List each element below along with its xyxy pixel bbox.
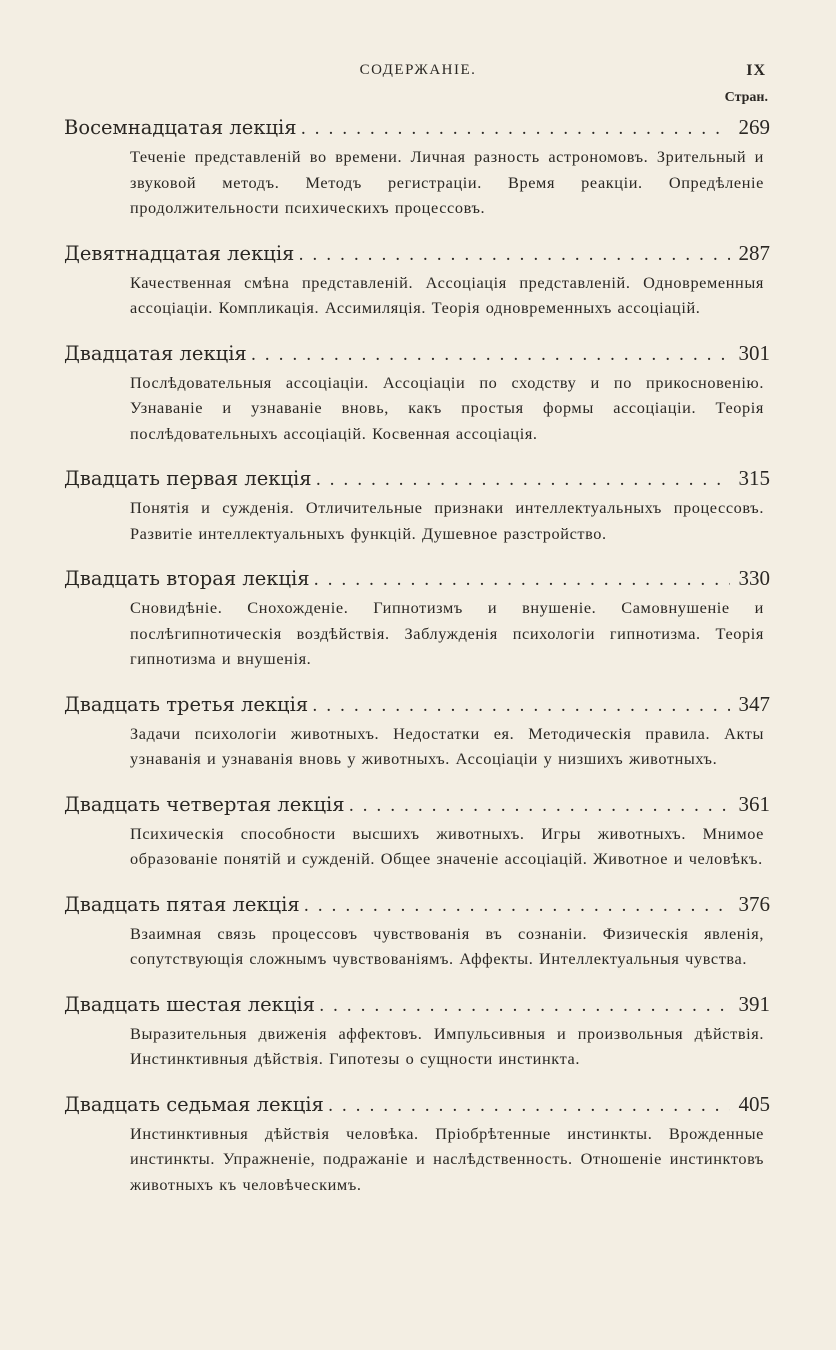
page-number: IX — [746, 62, 766, 79]
lecture-title: Двадцать четвертая лекція — [64, 792, 345, 816]
toc-entry-heading — [64, 238, 770, 270]
lecture-page-number: 376 — [738, 891, 770, 916]
toc-entry-heading — [64, 338, 770, 370]
toc-entry-heading — [64, 112, 770, 144]
toc-entry-heading — [64, 689, 770, 721]
lecture-title: Двадцать пятая лекція — [64, 892, 300, 916]
lecture-page-number: 347 — [738, 691, 770, 716]
lecture-summary: Теченіе представленій во времени. Личная разность астрономовъ. Зрительный и звуковой методъ. Методъ регистраціи. Время реакціи. Опредѣленіе продолжительности психическихъ процессовъ. — [130, 147, 764, 217]
lecture-title: Двадцать седьмая лекція — [64, 1092, 324, 1116]
toc-entry-heading — [64, 1089, 770, 1121]
lecture-summary: Инстинктивныя дѣйствія человѣка. Пріобрѣтенные инстинкты. Врожденные инстинкты. Упражненіе, подражаніе и наслѣдственность. Отношеніе инстинктовъ животныхъ къ человѣческимъ. — [130, 1123, 764, 1194]
toc-entry — [64, 112, 770, 221]
lecture-title: Восемнадцатая лекція — [64, 116, 297, 139]
table-of-contents — [64, 112, 770, 1214]
lecture-title: Двадцать третья лекція — [64, 692, 309, 716]
lecture-summary: Психическія способности высшихъ животныхъ. Игры животныхъ. Мнимое образованіе понятій и сужденій. Общее значеніе ассоціацій. Животное и человѣкъ. — [130, 823, 764, 868]
lecture-summary: Понятія и сужденія. Отличительные признаки интеллектуальныхъ процессовъ. Развитіе интеллектуальныхъ функцій. Душевное разстройство. — [130, 498, 764, 543]
dot-leader — [310, 565, 730, 595]
running-title: СОДЕРЖАНІЕ. — [359, 62, 477, 78]
pages-column-label: Стран. — [724, 90, 768, 105]
lecture-summary: Задачи психологіи животныхъ. Недостатки ея. Методическія правила. Акты узнаванія и узнаванія вновь у животныхъ. Ассоціаціи у низшихъ животныхъ. — [130, 723, 764, 768]
dot-leader — [297, 114, 730, 144]
toc-entry — [64, 889, 770, 972]
lecture-page-number: 361 — [738, 791, 770, 816]
lecture-title: Двадцать шестая лекція — [64, 992, 315, 1016]
toc-entry — [64, 1089, 770, 1198]
lecture-title: Девятнадцатая лекція — [64, 241, 295, 265]
lecture-summary: Послѣдовательныя ассоціаціи. Ассоціаціи по сходству и по прикосновенію. Узнаваніе и узнаваніе вновь, какъ простыя формы ассоціаціи. Теорія послѣдовательныхъ ассоціацій. Косвенная ассоціація. — [130, 372, 764, 443]
lecture-summary: Выразительныя движенія аффектовъ. Импульсивныя и произвольныя дѣйствія. Инстинктивныя дѣйствія. Гипотезы о сущности инстинкта. — [130, 1023, 764, 1068]
lecture-title: Двадцать первая лекція — [64, 467, 312, 490]
toc-entry — [64, 238, 770, 321]
dot-leader — [345, 791, 730, 821]
dot-leader — [315, 991, 730, 1021]
dot-leader — [247, 340, 730, 370]
lecture-summary: Качественная смѣна представленій. Ассоціація представленій. Одновременныя ассоціаціи. Компликація. Ассимиляція. Теорія одновременныхъ ассоціацій. — [130, 272, 764, 317]
toc-entry — [64, 789, 770, 872]
lecture-page-number: 287 — [738, 240, 770, 265]
running-head — [0, 62, 836, 84]
dot-leader — [312, 465, 730, 495]
lecture-page-number: 405 — [738, 1091, 770, 1116]
toc-entry — [64, 689, 770, 772]
dot-leader — [300, 891, 730, 921]
toc-entry-heading — [64, 889, 770, 921]
toc-entry — [64, 463, 770, 546]
toc-entry — [64, 989, 770, 1072]
lecture-title: Двадцатая лекція — [64, 341, 247, 365]
lecture-page-number: 269 — [738, 115, 770, 139]
lecture-title: Двадцать вторая лекція — [64, 567, 310, 590]
toc-entry — [64, 338, 770, 447]
toc-entry — [64, 563, 770, 672]
dot-leader — [324, 1091, 730, 1121]
toc-entry-heading — [64, 463, 770, 495]
dot-leader — [308, 691, 730, 721]
lecture-page-number: 315 — [738, 466, 770, 490]
toc-entry-heading — [64, 789, 770, 821]
toc-entry-heading — [64, 563, 770, 595]
lecture-summary: Сновидѣніе. Снохожденіе. Гипнотизмъ и внушеніе. Самовнушеніе и послѣгипнотическія воздѣйствія. Заблужденія психологіи гипнотизма. Теорія гипнотизма и внушенія. — [130, 598, 764, 668]
lecture-page-number: 391 — [738, 991, 770, 1016]
dot-leader — [294, 240, 730, 270]
lecture-page-number: 330 — [738, 566, 770, 590]
lecture-page-number: 301 — [738, 340, 770, 365]
lecture-summary: Взаимная связь процессовъ чувствованія въ сознаніи. Физическія явленія, сопутствующія сложнымъ чувствованіямъ. Аффекты. Интеллектуальныя чувства. — [130, 923, 764, 968]
toc-entry-heading — [64, 989, 770, 1021]
